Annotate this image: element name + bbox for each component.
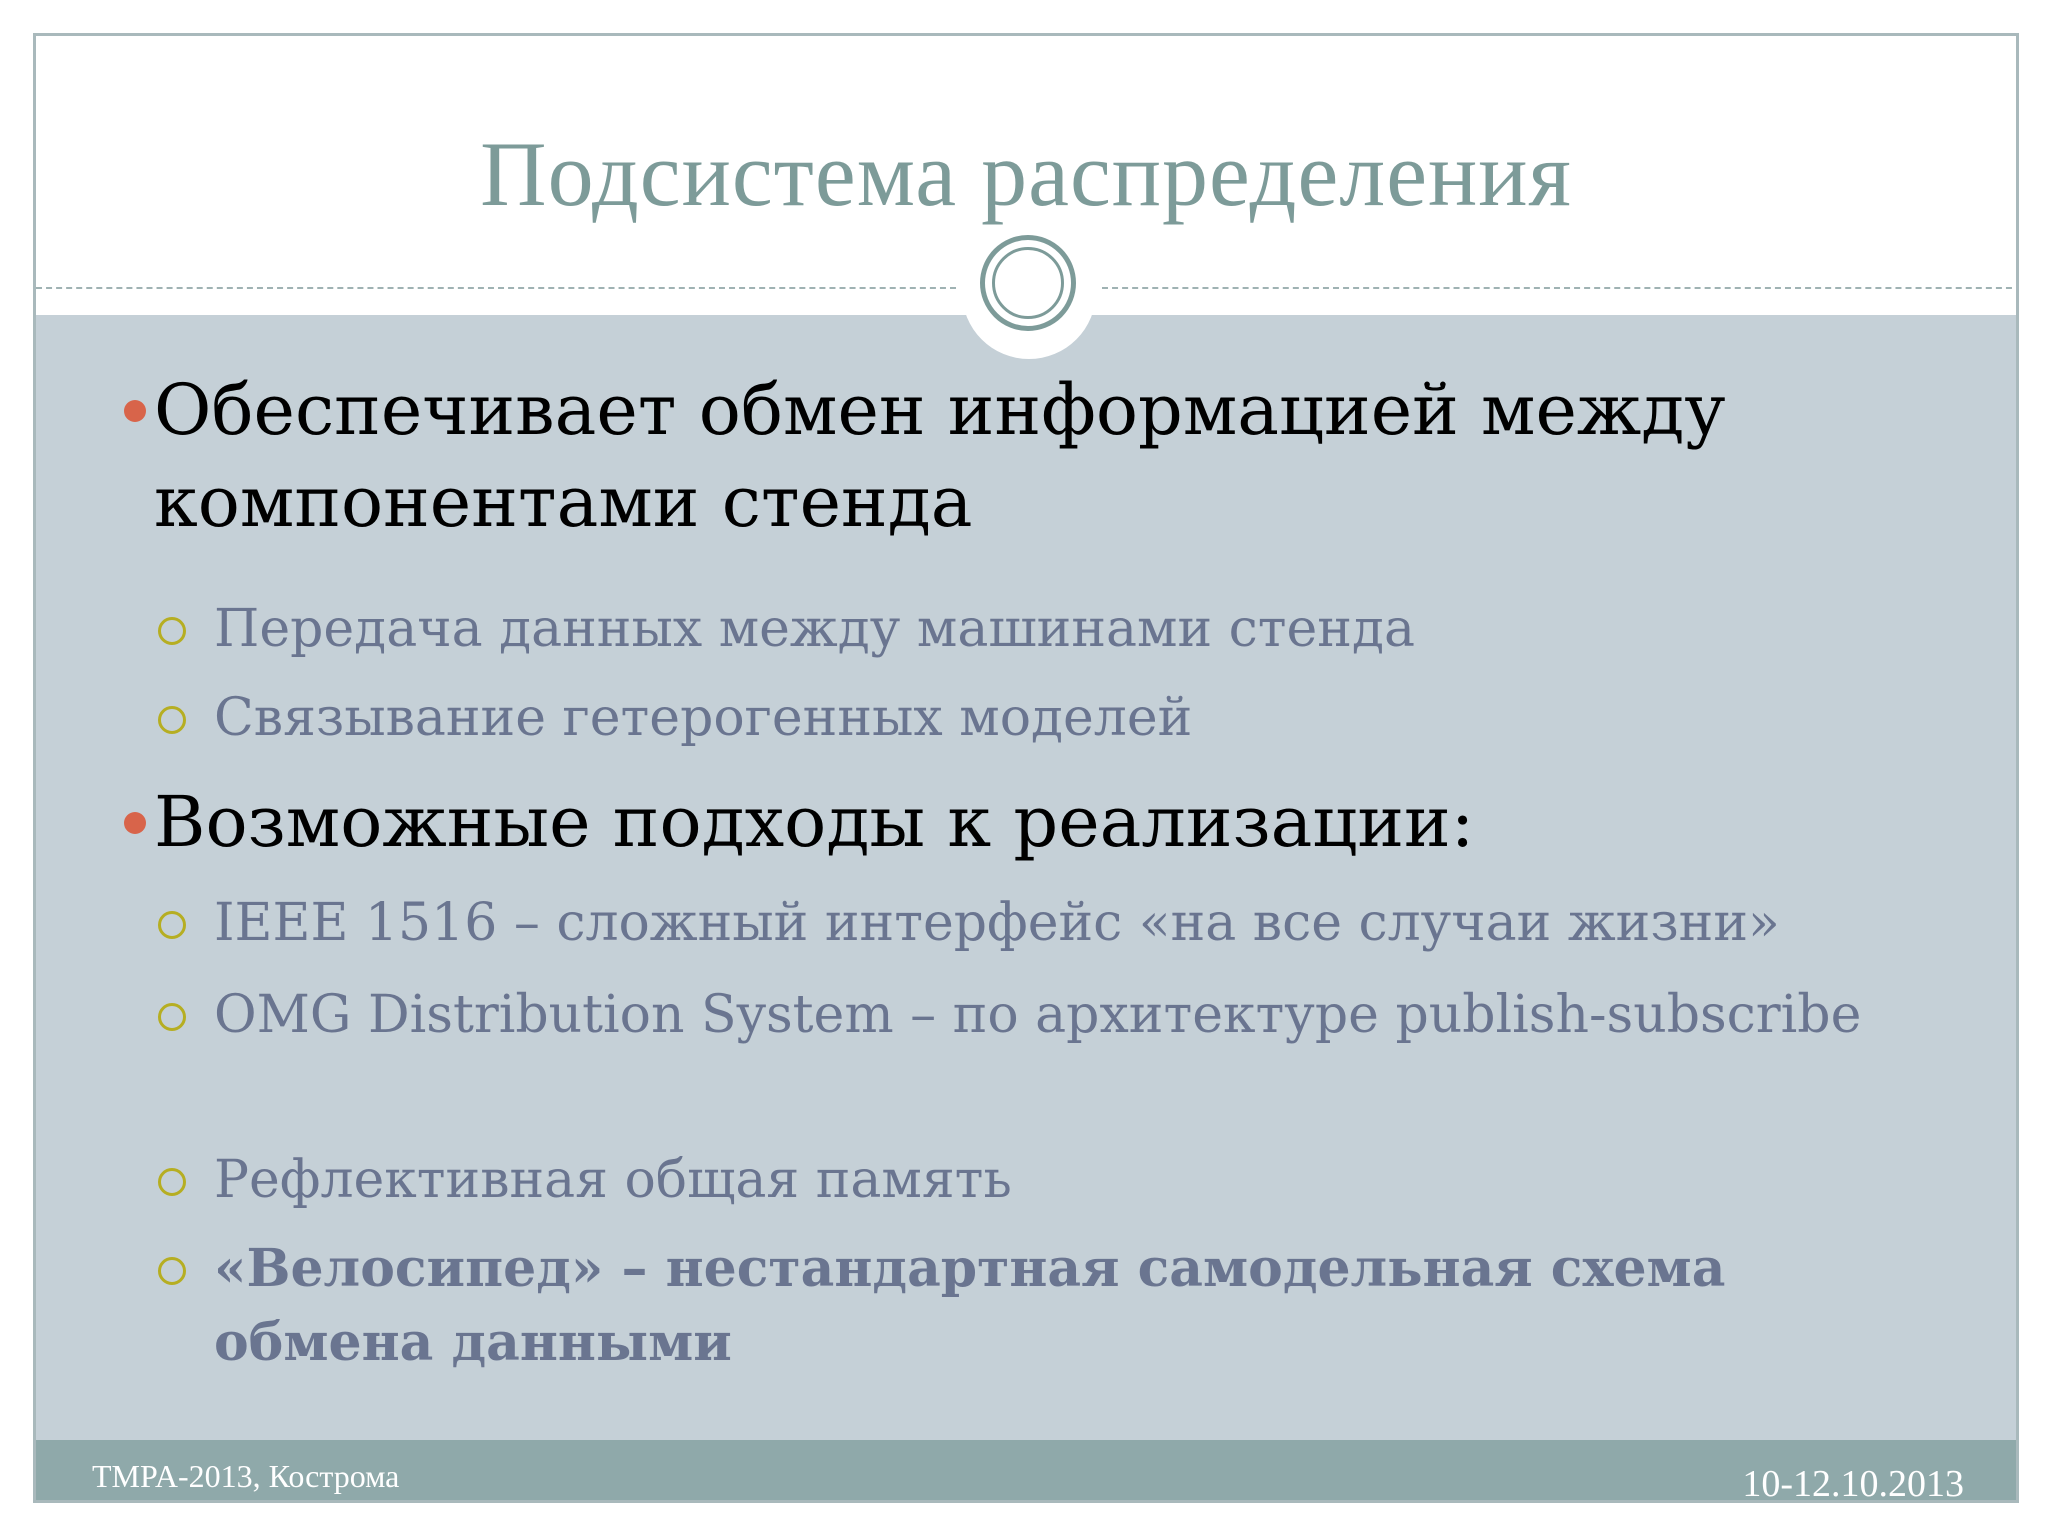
sub-bullet-circle-icon <box>158 911 186 939</box>
sub-bullet-circle-icon <box>158 1003 186 1031</box>
sub-bullet-item <box>214 592 1934 666</box>
sub-bullet-text: Связывание гетерогенных моделей <box>214 688 1193 748</box>
sub-bullet-text: Рефлективная общая память <box>214 1150 1012 1210</box>
slide <box>33 33 2019 1503</box>
sub-bullet-item <box>214 886 1934 960</box>
sub-bullet-item <box>214 978 1934 1052</box>
sub-bullet-circle-icon <box>158 706 186 734</box>
bullet-item <box>154 364 1854 548</box>
sub-bullet-circle-icon <box>158 1168 186 1196</box>
footer-conference: TMPA-2013, Кострома <box>92 1458 400 1494</box>
bullet-text: Обеспечивает обмен информацией между компонентами стенда <box>154 369 1726 543</box>
slide-footer <box>36 1440 2016 1503</box>
sub-bullet-text: «Велосипед» – нестандартная самодельная схема обмена данными <box>214 1238 1726 1373</box>
sub-bullet-text: Передача данных между машинами стенда <box>214 599 1415 659</box>
bullet-item <box>154 776 1854 868</box>
header-divider-right <box>1102 287 2019 289</box>
sub-bullet-item <box>214 1232 1934 1380</box>
sub-bullet-text: OMG Distribution System – по архитектуре publish-subscribe <box>214 985 1862 1045</box>
bullet-dot-icon <box>124 812 146 834</box>
bullet-dot-icon <box>124 400 146 422</box>
sub-bullet-item <box>214 681 1934 755</box>
slide-title: Подсистема распределения <box>480 123 1572 225</box>
footer-date: 10-12.10.2013 <box>1742 1463 1964 1503</box>
header-divider-left <box>36 287 956 289</box>
ring-ornament-inner <box>992 247 1064 319</box>
bullet-text: Возможные подходы к реализации: <box>154 781 1475 863</box>
sub-bullet-text: IEEE 1516 – сложный интерфейс «на все случаи жизни» <box>214 893 1780 953</box>
sub-bullet-circle-icon <box>158 617 186 645</box>
sub-bullet-item <box>214 1143 1934 1217</box>
sub-bullet-circle-icon <box>158 1257 186 1285</box>
